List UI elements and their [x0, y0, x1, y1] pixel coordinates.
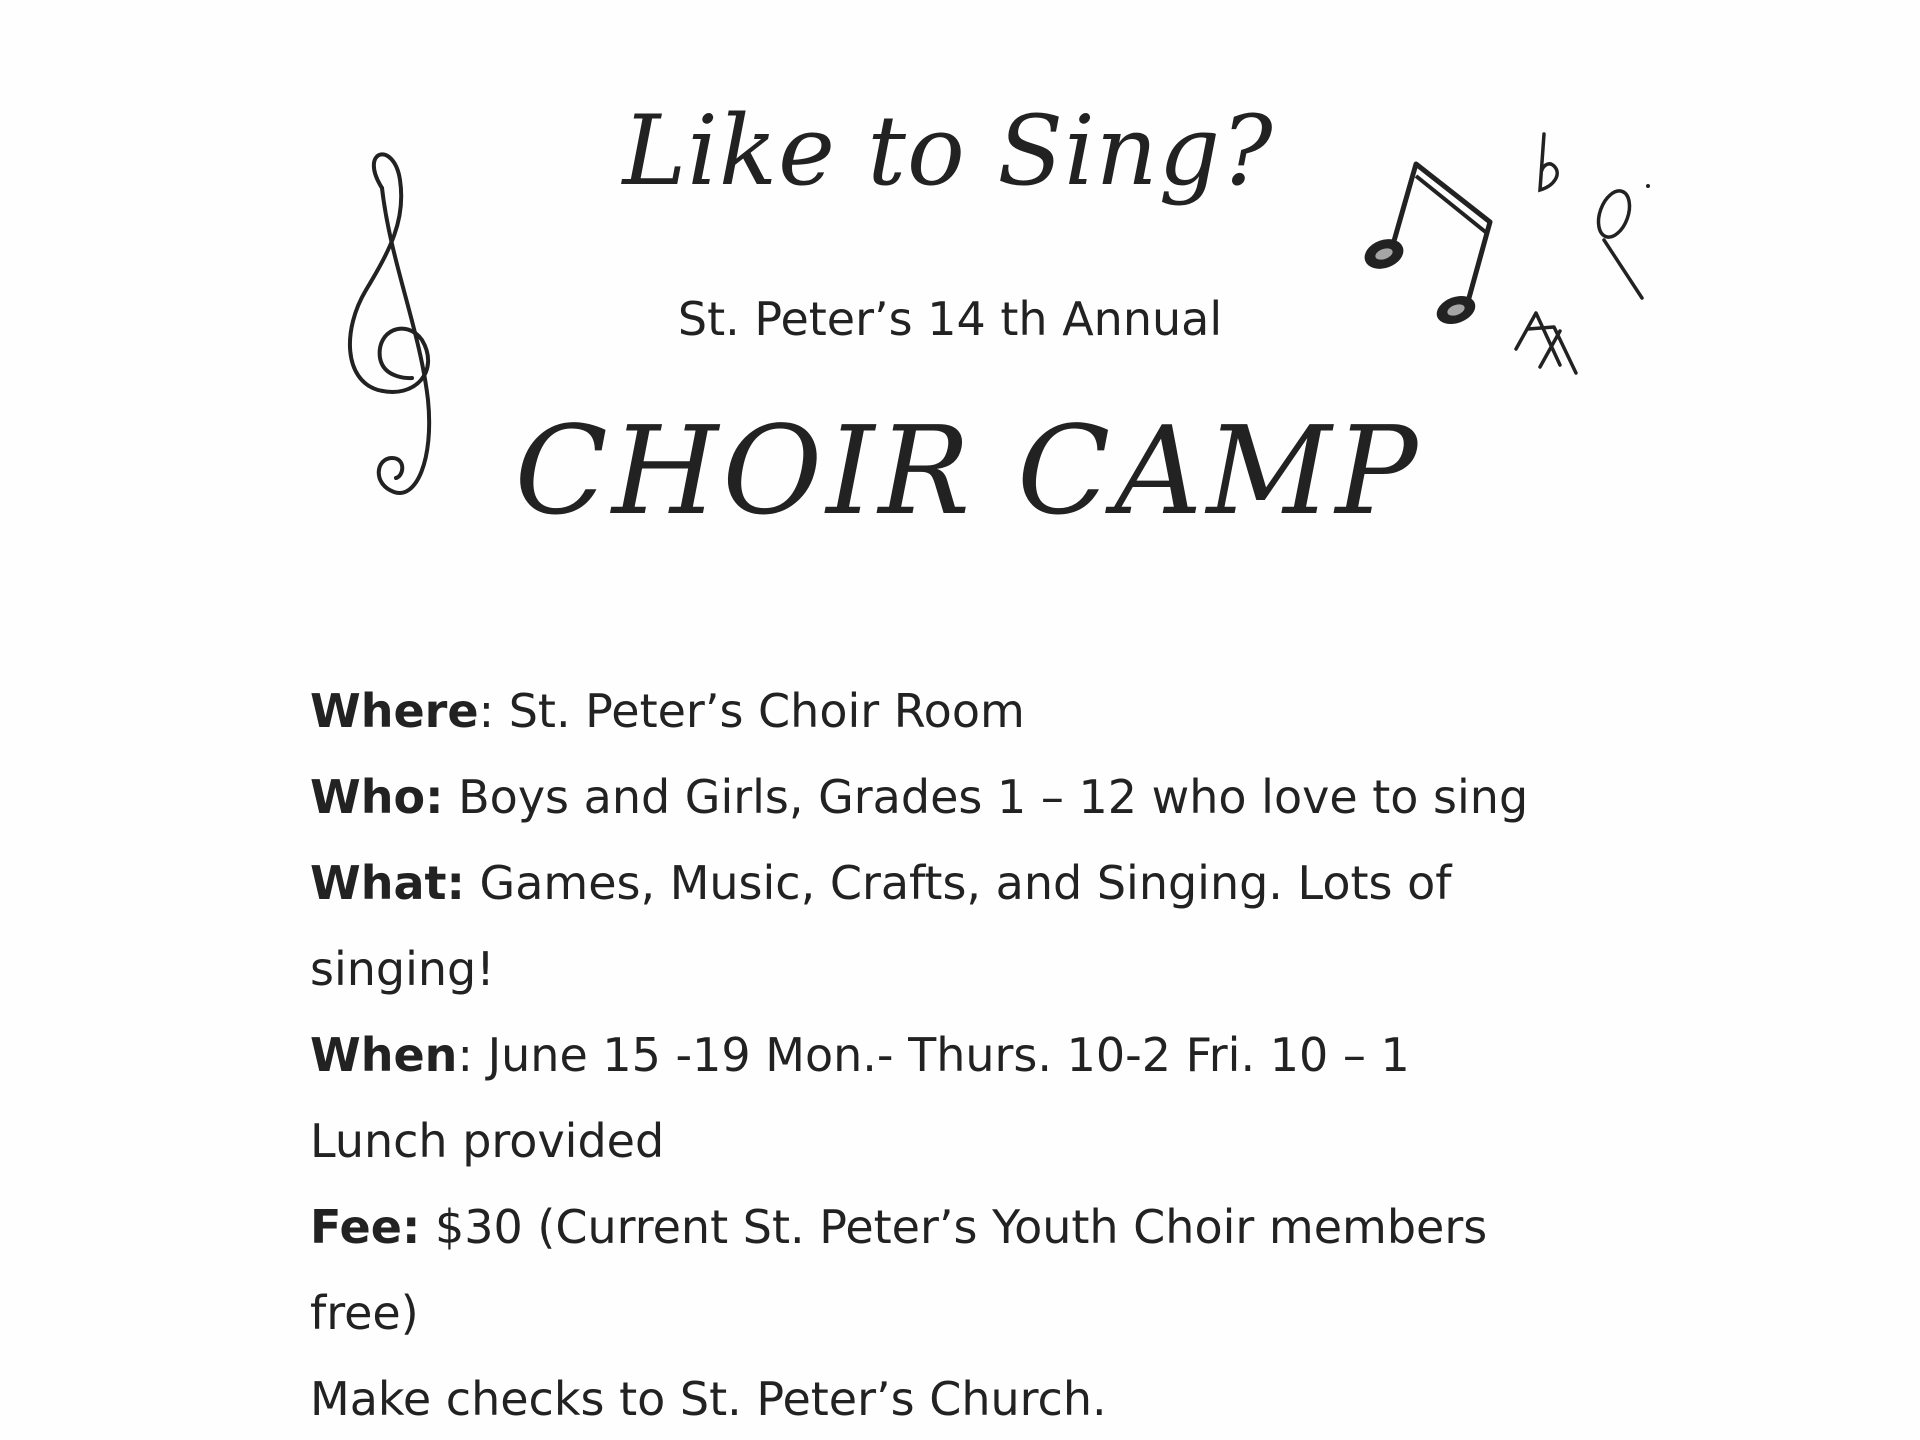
detail-what [310, 840, 1610, 1012]
camp-details [310, 668, 1610, 1440]
detail-when-continued: Lunch provided [310, 1114, 665, 1168]
detail-when-value: June 15 -19 Mon.- Thurs. 10-2 Fri. 10 – 1 [487, 1028, 1410, 1082]
detail-who-label: Who: [310, 770, 444, 824]
detail-when-label: When [310, 1028, 458, 1082]
detail-where [310, 668, 1610, 754]
detail-who-value: Boys and Girls, Grades 1 – 12 who love to sing [443, 770, 1529, 824]
flyer-subtitle [0, 292, 1920, 346]
detail-where-label: Where [310, 684, 479, 738]
detail-fee-continued: Make checks to St. Peter’s Church. [310, 1372, 1107, 1426]
detail-what-continued: singing! [310, 942, 495, 996]
flyer-headline [0, 400, 1920, 542]
detail-where-value: St. Peter’s Choir Room [508, 684, 1025, 738]
detail-what-label: What: [310, 856, 465, 910]
flyer-title-text: Like to Sing? [622, 95, 1274, 207]
detail-where-sep: : [478, 684, 509, 738]
detail-fee-label: Fee: [310, 1200, 421, 1254]
detail-who [310, 754, 1610, 840]
detail-when [310, 1012, 1610, 1184]
detail-what-value: Games, Music, Crafts, and Singing. Lots of [464, 856, 1452, 910]
flyer-title [0, 95, 1920, 207]
flyer-subtitle-text: St. Peter’s 14 th Annual [677, 292, 1223, 346]
flyer-headline-text: CHOIR CAMP [514, 400, 1422, 542]
detail-fee-value: $30 (Current St. Peter’s Youth Choir members free) [310, 1200, 1488, 1340]
detail-when-sep: : [457, 1028, 488, 1082]
detail-fee [310, 1184, 1610, 1440]
